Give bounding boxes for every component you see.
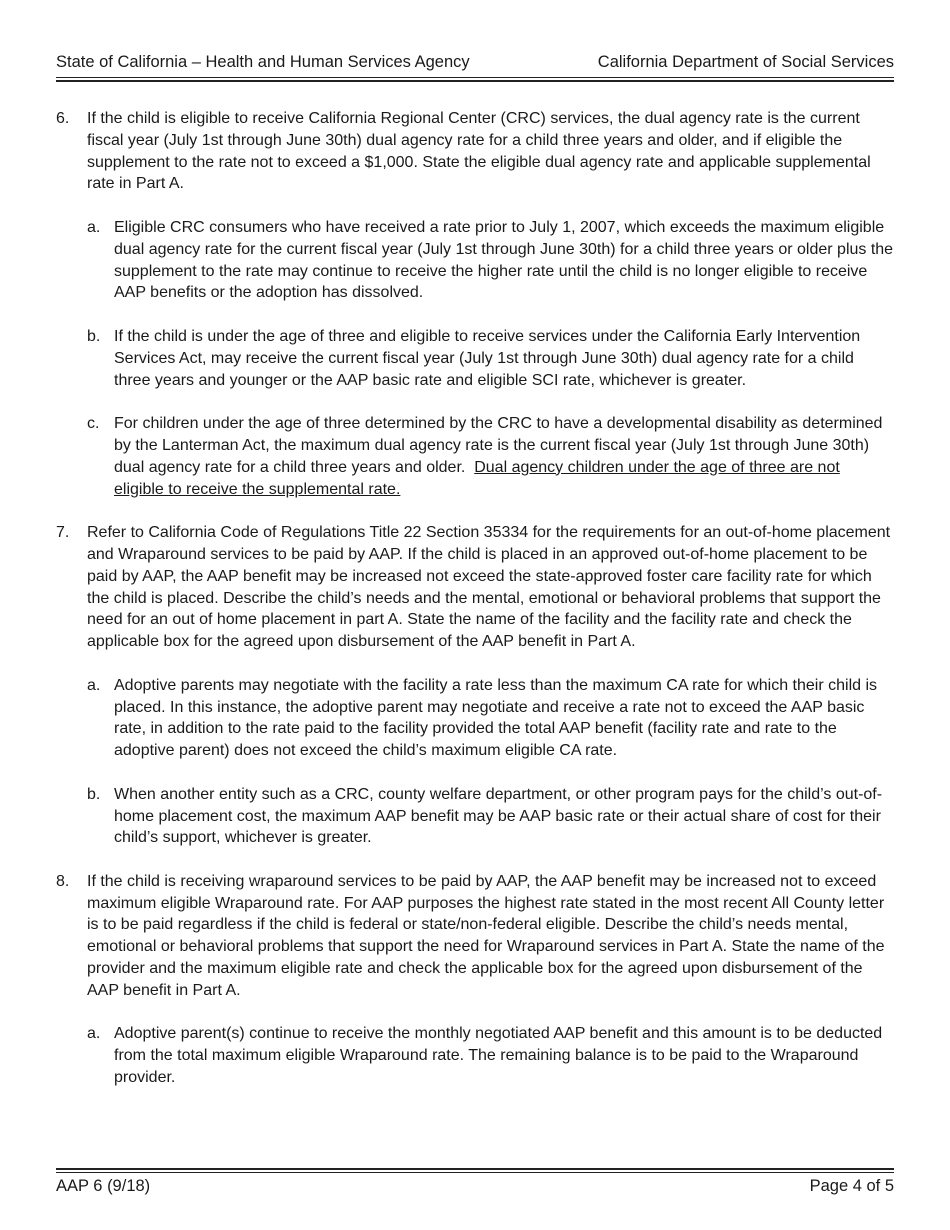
item-7 [56,522,894,653]
sub-item-text: For children under the age of three determined by the CRC to have a developmental disability as determined by the Lanterman Act, the maximum dual agency rate is the current fiscal year (July 1st through June 30th) dual agency rate for a child three years and older. [114,415,883,476]
item-7a [56,675,894,762]
item-6 [56,108,894,195]
sub-item-letter: b. [87,327,101,345]
page-header [56,52,894,72]
sub-item-text: When another entity such as a CRC, county welfare department, or other program pays for the child’s out-of-home placement cost, the maximum AAP benefit may be AAP basic rate or their actual share of cost for their child’s support, whichever is greater. [114,785,883,847]
item-8a [56,1023,894,1088]
item-6b [56,326,894,391]
item-text: Refer to California Code of Regulations Title 22 Section 35334 for the requirements for an out-of-home placement and Wraparound services to be paid by AAP. If the child is placed in an approved out-of-home placement to be paid by AAP, the AAP benefit may be increased not exceed the state-approved foster care facility rate for which the child is placed. Describe the child’s needs and the mental, emotional or behavioral problems that support the need for an out of home placement in part A. State the name of the facility and the facility rate and check the applicable box for the agreed upon disbursement of the AAP benefit in Part A. [87,524,891,651]
sub-item-text: If the child is under the age of three and eligible to receive services under the California Early Intervention Services Act, may receive the current fiscal year (July 1st through June 30th) dual agency rate for a child three years and younger or the AAP basic rate and eligible SCI rate, whichever is greater. [114,327,861,389]
header-rule-double [56,80,894,82]
item-6c [56,413,894,500]
header-department: California Department of Social Services [597,53,894,71]
item-8 [56,871,894,1002]
item-text: If the child is receiving wraparound services to be paid by AAP, the AAP benefit may be increased not to exceed maximum eligible Wraparound rate. For AAP purposes the highest rate stated in the most recent All County letter is to be paid regardless if the child is federal or state/non-federal eligible. Describe the child’s needs mental, emotional or behavioral problems that support the need for Wraparound services in Part A. State the name of the provider and the maximum eligible rate and check the applicable box for the agreed upon disbursement of the AAP benefit in Part A. [87,872,885,999]
sub-item-text: Adoptive parent(s) continue to receive the monthly negotiated AAP benefit and this amount is to be deducted from the total maximum eligible Wraparound rate. The remaining balance is to be paid to the Wraparound provider. [114,1025,883,1087]
item-number: 7. [56,524,70,542]
sub-item-letter: a. [87,218,101,236]
footer-rule-double [56,1172,894,1173]
item-text: If the child is eligible to receive California Regional Center (CRC) services, the dual agency rate is the current fiscal year (July 1st through June 30th) dual agency rate for a child three years and older, and if eligible the supplement to the rate not to exceed a $1,000. State the eligible dual agency rate and applicable supplemental rate in Part A. [87,110,871,193]
page-number: Page 4 of 5 [809,1177,894,1195]
header-rule [56,77,894,78]
sub-item-text: Eligible CRC consumers who have received a rate prior to July 1, 2007, which exceeds the maximum eligible dual agency rate for the current fiscal year (July 1st through June 30th) for a child three years or older plus the supplement to the rate may continue to receive the higher rate until the child is no longer eligible to receive AAP benefits or the adoption has dissolved. [114,218,894,302]
form-number: AAP 6 (9/18) [56,1177,151,1195]
item-6a [56,217,894,304]
sub-item-letter: b. [87,785,101,803]
sub-item-letter: a. [87,1025,101,1043]
item-7b [56,784,894,849]
sub-item-letter: c. [87,415,100,433]
document-body [56,108,894,1111]
header-agency: State of California – Health and Human Services Agency [56,53,470,71]
footer-rule [56,1168,894,1170]
item-number: 8. [56,872,70,890]
underlined-note: Dual agency children under the age of three are not eligible to receive the supplemental rate. [114,458,840,498]
page-footer [56,1176,894,1196]
sub-item-letter: a. [87,676,101,694]
item-number: 6. [56,110,70,127]
sub-item-text: Adoptive parents may negotiate with the facility a rate less than the maximum CA rate for which their child is placed. In this instance, the adoptive parent may negotiate and receive a rate not to exceed the AAP basic rate, in addition to the rate paid to the facility provided the total AAP benefit (facility rate and rate to the adoptive parent) does not exceed the child’s maximum eligible CA rate. [114,676,878,760]
